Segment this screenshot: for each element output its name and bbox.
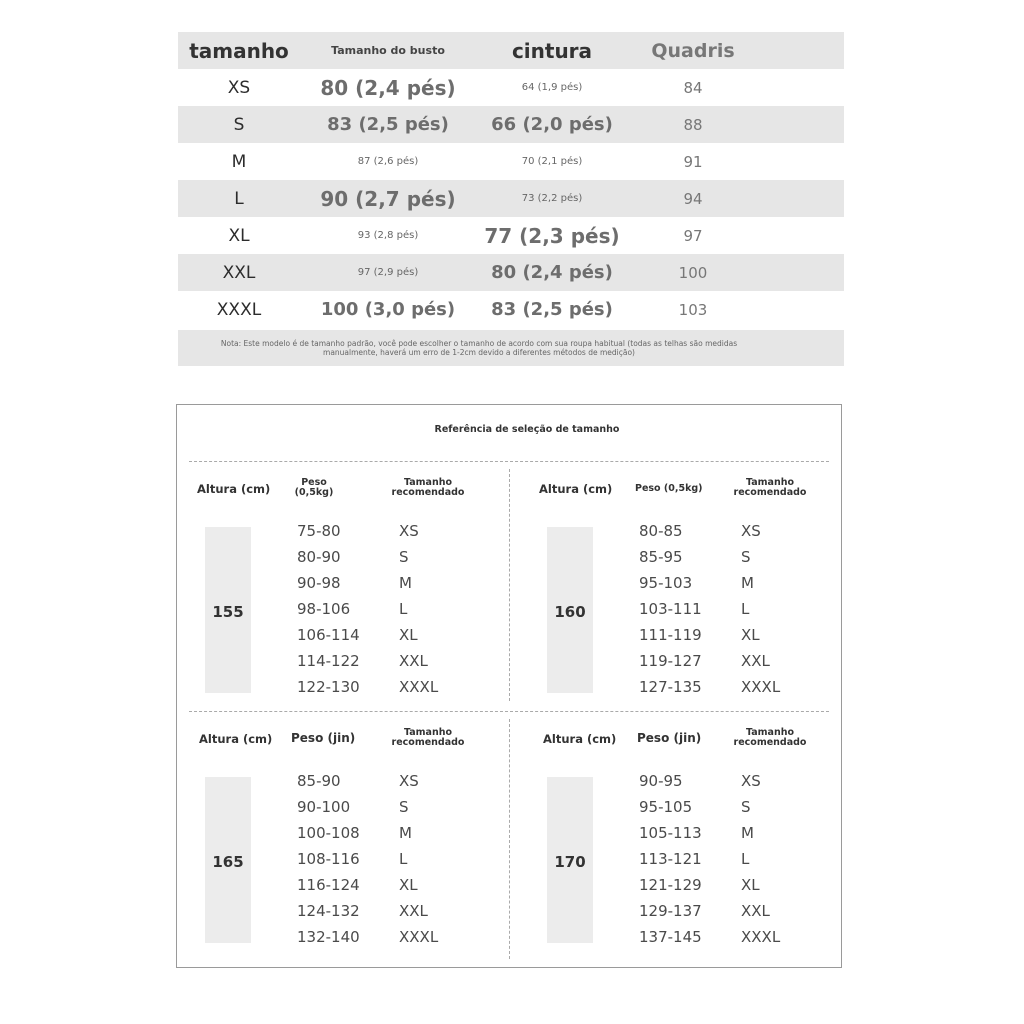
- size-note: Nota: Este modelo é de tamanho padrão, você pode escolher o tamanho de acordo com sua roupa habitual (todas as telhas são medidas manualmente, haverá um erro de 1-2cm devido a diferentes métodos de medição): [220, 339, 738, 357]
- list-item: 103-111: [639, 600, 702, 618]
- waist-cell: 64 (1,9 pés): [521, 82, 583, 93]
- list-item: 90-100: [297, 798, 351, 816]
- list-item: 119-127: [639, 652, 702, 670]
- weight-list: [639, 518, 702, 700]
- bust-cell: 97 (2,9 pés): [357, 267, 419, 278]
- height-value: 155: [212, 603, 244, 621]
- list-item: 95-105: [639, 798, 693, 816]
- size-label: Tamanho recomendado: [733, 727, 807, 748]
- list-item: 85-95: [639, 548, 683, 566]
- table-row: [178, 217, 844, 254]
- height-label: Altura (cm): [539, 482, 613, 496]
- waist-cell: 70 (2,1 pés): [521, 156, 583, 167]
- size-label: Tamanho recomendado: [391, 727, 465, 748]
- hips-cell: 100: [678, 263, 708, 282]
- height-value: 170: [554, 853, 586, 871]
- hips-cell: 91: [683, 152, 703, 171]
- bust-cell: 90 (2,7 pés): [320, 186, 456, 211]
- weight-label: Peso (0,5kg): [635, 483, 703, 494]
- list-item: 85-90: [297, 772, 341, 790]
- list-item: 90-95: [639, 772, 683, 790]
- list-item: L: [741, 850, 750, 868]
- weight-label: Peso (jin): [637, 731, 702, 745]
- size-cell: XS: [227, 77, 251, 98]
- table-row: [178, 254, 844, 291]
- list-item: XXXL: [399, 928, 439, 946]
- list-item: S: [741, 798, 751, 816]
- list-item: XL: [741, 626, 760, 644]
- weight-list: [297, 518, 360, 700]
- list-item: XXL: [741, 652, 770, 670]
- list-item: XXXL: [399, 678, 439, 696]
- divider-top: [189, 461, 829, 462]
- table-row: [178, 180, 844, 217]
- waist-cell: 66 (2,0 pés): [491, 114, 613, 135]
- hips-cell: 103: [678, 300, 708, 319]
- size-reference-box: [176, 404, 842, 968]
- list-item: 116-124: [297, 876, 360, 894]
- list-item: S: [399, 798, 409, 816]
- size-cell: XXL: [222, 262, 256, 283]
- list-item: XXXL: [741, 928, 781, 946]
- list-item: 90-98: [297, 574, 341, 592]
- list-item: XXXL: [741, 678, 781, 696]
- note-row: [178, 330, 844, 366]
- hips-cell: 94: [683, 189, 703, 208]
- list-item: L: [399, 600, 408, 618]
- size-list: [741, 768, 780, 950]
- divider-vertical-bottom: [509, 719, 510, 959]
- hips-cell: 84: [683, 78, 703, 97]
- list-item: M: [399, 824, 412, 842]
- list-item: 129-137: [639, 902, 702, 920]
- bust-cell: 87 (2,6 pés): [357, 156, 419, 167]
- list-item: XXL: [399, 652, 428, 670]
- table-row: [178, 69, 844, 106]
- list-item: 105-113: [639, 824, 702, 842]
- table-row: [178, 143, 844, 180]
- waist-cell: 83 (2,5 pés): [491, 299, 613, 320]
- height-label: Altura (cm): [197, 482, 271, 496]
- size-cell: L: [234, 188, 244, 209]
- list-item: 98-106: [297, 600, 351, 618]
- size-table: [178, 32, 844, 328]
- waist-cell: 77 (2,3 pés): [484, 223, 620, 248]
- list-item: 122-130: [297, 678, 360, 696]
- list-item: 132-140: [297, 928, 360, 946]
- reference-title: Referência de seleção de tamanho: [434, 424, 620, 435]
- size-list: [399, 768, 438, 950]
- hips-cell: 88: [683, 115, 703, 134]
- list-item: 108-116: [297, 850, 360, 868]
- waist-cell: 73 (2,2 pés): [521, 193, 583, 204]
- divider-vertical-top: [509, 469, 510, 701]
- size-cell: M: [231, 151, 247, 172]
- size-cell: XXXL: [216, 299, 262, 320]
- bust-cell: 80 (2,4 pés): [320, 75, 456, 100]
- weight-list: [639, 768, 702, 950]
- list-item: S: [741, 548, 751, 566]
- table-row: [178, 291, 844, 328]
- list-item: XL: [399, 876, 418, 894]
- list-item: XS: [741, 772, 761, 790]
- height-label: Altura (cm): [199, 732, 273, 746]
- list-item: S: [399, 548, 409, 566]
- list-item: L: [741, 600, 750, 618]
- list-item: 100-108: [297, 824, 360, 842]
- list-item: 80-85: [639, 522, 683, 540]
- header-bust: Tamanho do busto: [331, 44, 445, 57]
- list-item: 127-135: [639, 678, 702, 696]
- size-list: [741, 518, 780, 700]
- list-item: XXL: [399, 902, 428, 920]
- weight-label: Peso (jin): [291, 731, 356, 745]
- list-item: 106-114: [297, 626, 360, 644]
- list-item: 113-121: [639, 850, 702, 868]
- list-item: 80-90: [297, 548, 341, 566]
- list-item: M: [741, 574, 754, 592]
- list-item: XS: [741, 522, 761, 540]
- bust-cell: 83 (2,5 pés): [327, 114, 449, 135]
- hips-cell: 97: [683, 226, 703, 245]
- list-item: 124-132: [297, 902, 360, 920]
- size-label: Tamanho recomendado: [733, 477, 807, 498]
- height-label: Altura (cm): [543, 732, 617, 746]
- reference-group-160: [519, 467, 839, 717]
- list-item: 121-129: [639, 876, 702, 894]
- list-item: XL: [741, 876, 760, 894]
- header-hips: Quadris: [651, 39, 735, 62]
- list-item: M: [741, 824, 754, 842]
- list-item: XS: [399, 772, 419, 790]
- bust-cell: 93 (2,8 pés): [357, 230, 419, 241]
- waist-cell: 80 (2,4 pés): [491, 262, 613, 283]
- table-header-row: [178, 32, 844, 69]
- height-value: 165: [212, 853, 244, 871]
- list-item: 111-119: [639, 626, 702, 644]
- size-label: Tamanho recomendado: [391, 477, 465, 498]
- list-item: XL: [399, 626, 418, 644]
- size-list: [399, 518, 438, 700]
- list-item: XS: [399, 522, 419, 540]
- size-cell: XL: [228, 225, 250, 246]
- reference-group-155: [177, 467, 497, 717]
- list-item: M: [399, 574, 412, 592]
- list-item: 75-80: [297, 522, 341, 540]
- reference-group-165: [177, 717, 497, 967]
- reference-group-170: [519, 717, 839, 967]
- weight-list: [297, 768, 360, 950]
- size-cell: S: [233, 114, 245, 135]
- list-item: 114-122: [297, 652, 360, 670]
- list-item: 95-103: [639, 574, 693, 592]
- list-item: L: [399, 850, 408, 868]
- header-size: tamanho: [189, 38, 289, 63]
- table-row: [178, 106, 844, 143]
- height-value: 160: [554, 603, 586, 621]
- header-waist: cintura: [511, 38, 593, 63]
- weight-label: Peso (0,5kg): [294, 477, 334, 498]
- bust-cell: 100 (3,0 pés): [320, 299, 456, 320]
- list-item: 137-145: [639, 928, 702, 946]
- list-item: XXL: [741, 902, 770, 920]
